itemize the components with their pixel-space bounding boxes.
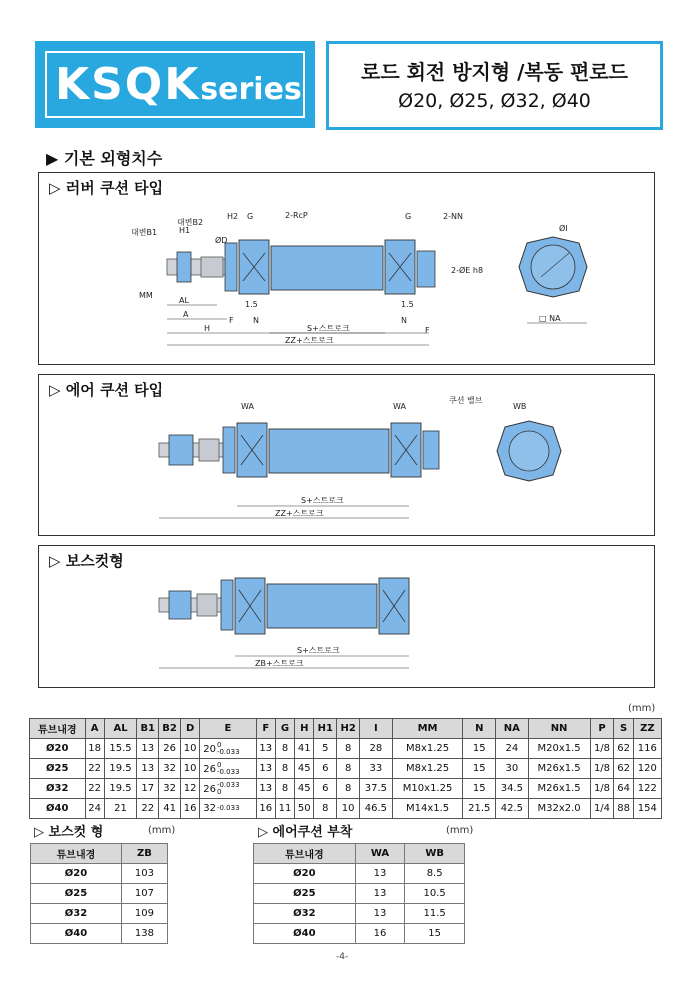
- cell-mm: M8x1.25: [392, 739, 463, 759]
- label-rcp: 2-RcP: [285, 211, 308, 220]
- cell-nn: M32x2.0: [528, 799, 590, 819]
- cell-zb: 138: [121, 924, 167, 944]
- cell-a: 24: [85, 799, 104, 819]
- cell-zz: 116: [633, 739, 661, 759]
- cell-zb: 103: [121, 864, 167, 884]
- e-tolerance-upper: 0: [216, 740, 222, 749]
- col-header-wb: WB: [405, 844, 465, 864]
- cell-bore: Ø32: [254, 904, 356, 924]
- label-s-stroke: S+스트로크: [301, 496, 344, 505]
- label-s-stroke: S+스트로크: [307, 324, 350, 333]
- cell-i: 46.5: [360, 799, 393, 819]
- cell-h2: 8: [337, 759, 360, 779]
- col-header: D: [180, 719, 199, 739]
- cell-al: 19.5: [104, 759, 137, 779]
- col-header: H: [295, 719, 314, 739]
- table-header-row: [31, 844, 168, 864]
- e-value: 26: [203, 763, 216, 775]
- e-tolerance-upper: -0.033: [216, 780, 240, 789]
- label-cushion-valve: 쿠션 밸브: [449, 396, 483, 405]
- boss-cut-drawing: [39, 546, 656, 689]
- label-nn: 2-NN: [443, 212, 463, 221]
- cell-a: 22: [85, 779, 104, 799]
- air-cushion-title: ▷ 에어 쿠션 타입: [49, 381, 164, 399]
- table-row: [254, 884, 465, 904]
- cell-zb: 109: [121, 904, 167, 924]
- cell-e: [200, 739, 256, 759]
- cell-bore: Ø20: [254, 864, 356, 884]
- label-b1: 대변B1: [131, 228, 158, 237]
- rod-end-nut: [169, 591, 191, 619]
- cell-bore: Ø25: [254, 884, 356, 904]
- mount-nut: [221, 580, 233, 630]
- cell-wb: 11.5: [405, 904, 465, 924]
- cell-h: 50: [295, 799, 314, 819]
- col-header: H1: [314, 719, 337, 739]
- label-al: AL: [179, 296, 189, 305]
- cell-f: 16: [256, 799, 275, 819]
- cell-g: 8: [275, 739, 294, 759]
- cell-s: 88: [614, 799, 633, 819]
- rod-collar: [197, 594, 217, 616]
- table-row: [31, 884, 168, 904]
- cell-wa: 13: [355, 864, 405, 884]
- label-na: □ NA: [539, 314, 561, 323]
- cell-mm: M8x1.25: [392, 759, 463, 779]
- label-zz-stroke: ZZ+스트로크: [285, 336, 334, 345]
- e-value: 20: [203, 743, 216, 755]
- cell-nn: M20x1.5: [528, 739, 590, 759]
- cell-b2: 32: [159, 759, 181, 779]
- label-s-stroke: S+스트로크: [297, 646, 340, 655]
- label-h2: H2: [227, 212, 239, 221]
- cell-f: 13: [256, 779, 275, 799]
- label-1-5-rear: 1.5: [401, 300, 414, 309]
- cylinder-tube: [271, 246, 383, 290]
- cell-al: 15.5: [104, 739, 137, 759]
- cell-b2: 26: [159, 739, 181, 759]
- air-table-title: ▷ 에어쿠션 부착: [258, 825, 353, 840]
- cell-b1: 22: [137, 799, 159, 819]
- label-a: A: [183, 310, 189, 319]
- label-f: F: [229, 316, 234, 325]
- e-tolerance: [217, 782, 240, 796]
- cell-g: 8: [275, 779, 294, 799]
- subtitle-box: [326, 41, 663, 130]
- label-h: H: [204, 324, 211, 333]
- cell-h1: 6: [314, 779, 337, 799]
- col-header-bore: 튜브내경: [254, 844, 356, 864]
- cell-p: 1/4: [590, 799, 614, 819]
- cell-bore: Ø40: [254, 924, 356, 944]
- e-tolerance: [217, 742, 240, 756]
- cell-d: 10: [180, 739, 199, 759]
- cell-e: [200, 799, 256, 819]
- col-header: A: [85, 719, 104, 739]
- air-cushion-table: [253, 843, 465, 944]
- col-header-bore: 튜브내경: [31, 844, 122, 864]
- e-value: 32: [203, 803, 216, 814]
- col-header-wa: WA: [355, 844, 405, 864]
- table-row: [30, 779, 662, 799]
- main-table-unit: (mm): [628, 703, 656, 714]
- cell-wb: 10.5: [405, 884, 465, 904]
- col-header: E: [200, 719, 256, 739]
- cell-zz: 120: [633, 759, 661, 779]
- cell-a: 18: [85, 739, 104, 759]
- label-h1: H1: [179, 226, 191, 235]
- cell-mm: M14x1.5: [392, 799, 463, 819]
- cell-h1: 6: [314, 759, 337, 779]
- e-tolerance-lower: -0.033: [216, 803, 240, 812]
- series-title: [55, 59, 302, 110]
- label-wa-front: WA: [241, 402, 254, 411]
- table-row: [254, 924, 465, 944]
- e-tolerance: [217, 805, 240, 812]
- page-number: -4-: [336, 952, 349, 962]
- e-tolerance-lower: -0.033: [216, 747, 240, 756]
- cell-h: 41: [295, 739, 314, 759]
- cell-n: 15: [463, 779, 496, 799]
- cell-bore: Ø20: [30, 739, 86, 759]
- col-header: B1: [137, 719, 159, 739]
- cell-b2: 32: [159, 779, 181, 799]
- cell-wa: 13: [355, 904, 405, 924]
- cell-al: 21: [104, 799, 137, 819]
- label-n: N: [253, 316, 259, 325]
- cell-bore: Ø25: [30, 759, 86, 779]
- col-header: B2: [159, 719, 181, 739]
- cell-zz: 122: [633, 779, 661, 799]
- col-header: AL: [104, 719, 137, 739]
- label-g: G: [247, 212, 254, 221]
- table-row: [254, 864, 465, 884]
- cell-na: 30: [496, 759, 529, 779]
- col-header: H2: [337, 719, 360, 739]
- table-header-row: [254, 844, 465, 864]
- col-header: I: [360, 719, 393, 739]
- cell-f: 13: [256, 739, 275, 759]
- cell-zb: 107: [121, 884, 167, 904]
- table-row: [254, 904, 465, 924]
- cylinder-tube: [269, 429, 389, 473]
- label-phii: ØI: [559, 224, 568, 233]
- cell-bore: Ø32: [31, 904, 122, 924]
- cell-n: 21.5: [463, 799, 496, 819]
- label-phid: ØD: [215, 236, 228, 245]
- series-name: KSQK: [55, 59, 201, 110]
- air-cushion-panel: [38, 374, 655, 536]
- table-row: [31, 864, 168, 884]
- boss-table-unit: (mm): [148, 825, 176, 836]
- cell-s: 62: [614, 759, 633, 779]
- series-title-box: [35, 41, 315, 128]
- col-header: F: [256, 719, 275, 739]
- table-row: [30, 759, 662, 779]
- cell-nn: M26x1.5: [528, 779, 590, 799]
- cell-h1: 5: [314, 739, 337, 759]
- cell-na: 42.5: [496, 799, 529, 819]
- col-header: P: [590, 719, 614, 739]
- rod-end-nut: [177, 252, 191, 282]
- cell-na: 24: [496, 739, 529, 759]
- table-body: [30, 739, 662, 819]
- air-table-unit: (mm): [446, 825, 474, 836]
- cell-d: 10: [180, 759, 199, 779]
- rod-end-nut: [169, 435, 193, 465]
- cell-p: 1/8: [590, 779, 614, 799]
- rod-collar: [199, 439, 219, 461]
- cell-wb: 15: [405, 924, 465, 944]
- cell-a: 22: [85, 759, 104, 779]
- cell-n: 15: [463, 739, 496, 759]
- table-row: [31, 924, 168, 944]
- e-tolerance: [217, 762, 240, 776]
- table-header-row: [30, 719, 662, 739]
- cell-h1: 8: [314, 799, 337, 819]
- cell-b1: 17: [137, 779, 159, 799]
- cell-s: 62: [614, 739, 633, 759]
- cell-g: 8: [275, 759, 294, 779]
- cell-h2: 8: [337, 779, 360, 799]
- section-title: ▶ 기본 외형치수: [46, 149, 163, 168]
- cell-s: 64: [614, 779, 633, 799]
- col-header: 튜브내경: [30, 719, 86, 739]
- rubber-cushion-panel: [38, 172, 655, 365]
- cell-d: 12: [180, 779, 199, 799]
- cell-wb: 8.5: [405, 864, 465, 884]
- cell-e: [200, 759, 256, 779]
- cell-h2: 8: [337, 739, 360, 759]
- cell-p: 1/8: [590, 759, 614, 779]
- rubber-cushion-drawing: [39, 173, 656, 366]
- label-g-rear: G: [405, 212, 412, 221]
- series-suffix: series: [200, 72, 302, 107]
- rubber-cushion-title: ▷ 러버 쿠션 타입: [49, 179, 164, 197]
- boss-cut-panel: [38, 545, 655, 688]
- label-zz-stroke: ZZ+스트로크: [275, 509, 324, 518]
- cell-e: [200, 779, 256, 799]
- label-1-5-front: 1.5: [245, 300, 258, 309]
- col-header: NA: [496, 719, 529, 739]
- cell-b1: 13: [137, 759, 159, 779]
- col-header: ZZ: [633, 719, 661, 739]
- table-row: [30, 799, 662, 819]
- cell-bore: Ø25: [31, 884, 122, 904]
- cell-bore: Ø40: [31, 924, 122, 944]
- col-header-zb: ZB: [121, 844, 167, 864]
- cell-bore: Ø20: [31, 864, 122, 884]
- cell-f: 13: [256, 759, 275, 779]
- label-zb-stroke: ZB+스트로크: [255, 659, 304, 668]
- label-f-rear: F: [425, 326, 430, 335]
- cell-na: 34.5: [496, 779, 529, 799]
- cell-bore: Ø40: [30, 799, 86, 819]
- col-header: MM: [392, 719, 463, 739]
- col-header: G: [275, 719, 294, 739]
- table-row: [31, 904, 168, 924]
- label-b2: 대변B2: [177, 218, 204, 227]
- cell-g: 11: [275, 799, 294, 819]
- boss-cut-title: ▷ 보스컷형: [49, 552, 124, 570]
- boss-cut-table: [30, 843, 168, 944]
- label-mm: MM: [139, 291, 153, 300]
- boss-table-title: ▷ 보스컷 형: [34, 825, 104, 840]
- cell-i: 28: [360, 739, 393, 759]
- e-value: 26: [203, 783, 216, 795]
- cell-mm: M10x1.25: [392, 779, 463, 799]
- cell-d: 16: [180, 799, 199, 819]
- rear-boss: [417, 251, 435, 287]
- dimension-table: [29, 718, 662, 819]
- cell-bore: Ø32: [30, 779, 86, 799]
- mount-nut: [223, 427, 235, 473]
- col-header: NN: [528, 719, 590, 739]
- cell-nn: M26x1.5: [528, 759, 590, 779]
- cell-wa: 16: [355, 924, 405, 944]
- cell-al: 19.5: [104, 779, 137, 799]
- table-row: [30, 739, 662, 759]
- cell-b2: 41: [159, 799, 181, 819]
- air-cushion-drawing: [39, 375, 656, 537]
- cell-wa: 13: [355, 884, 405, 904]
- subtitle-description: 로드 회전 방지형 /복동 편로드: [361, 60, 628, 84]
- cylinder-tube: [267, 584, 377, 628]
- e-tolerance-lower: -0.033: [216, 767, 240, 776]
- cell-h: 45: [295, 779, 314, 799]
- cell-i: 37.5: [360, 779, 393, 799]
- cell-zz: 154: [633, 799, 661, 819]
- col-header: S: [614, 719, 633, 739]
- label-wa-rear: WA: [393, 402, 406, 411]
- subtitle-bores: Ø20, Ø25, Ø32, Ø40: [398, 90, 591, 112]
- rod-collar: [201, 257, 223, 277]
- mount-nut: [225, 243, 237, 291]
- cell-i: 33: [360, 759, 393, 779]
- cell-h2: 10: [337, 799, 360, 819]
- label-phie: 2-ØE h8: [451, 266, 484, 275]
- label-wb: WB: [513, 402, 527, 411]
- label-n-rear: N: [401, 316, 407, 325]
- cell-p: 1/8: [590, 739, 614, 759]
- col-header: N: [463, 719, 496, 739]
- cell-n: 15: [463, 759, 496, 779]
- e-tolerance-upper: 0: [216, 760, 222, 769]
- cell-b1: 13: [137, 739, 159, 759]
- rear-boss: [423, 431, 439, 469]
- e-tolerance-lower: 0: [216, 787, 222, 796]
- cell-h: 45: [295, 759, 314, 779]
